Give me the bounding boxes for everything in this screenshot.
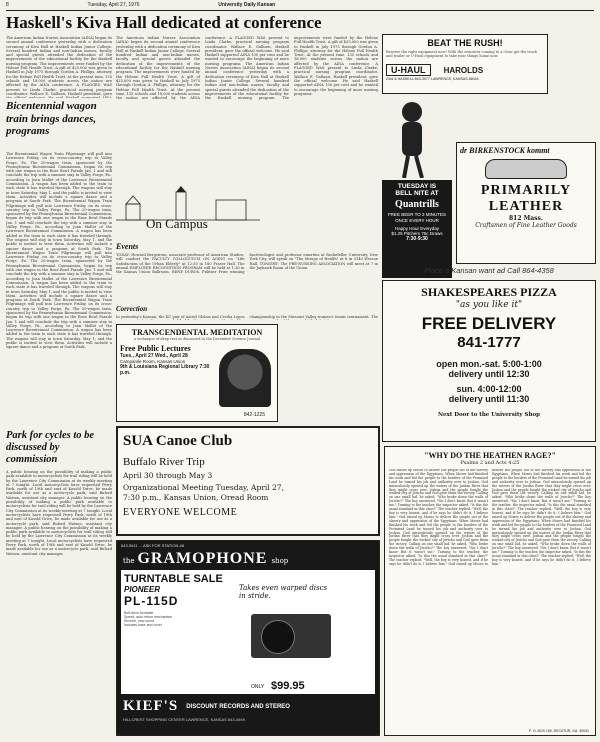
- beat-rush-ad: [382, 34, 548, 94]
- pizza-name: SHAKESPEARES PIZZA: [421, 285, 557, 299]
- kiva-article-body: The American Indian Nurses Association (AINA) began its second annual conference yesterday with a dedication ceremony of Kiva Hall at Haskell Indian Junior College. Several hundred Indian and non-Indian nurses, faculty and special guests attended the dedication of the improvements of the educational facility for the Haskell nursing program. The improvements were funded by the Helene Full Health Trust. A gift of $25,000 was given to Haskell in July 1975 through Gordon A. Phillips, attorney for the Helene Full Health Trust. At the present time, 135 schools and 18,000 students across the nation are affected by the AINA conference. A FLAGGED WAS present to Linda Clarke, practical nursing program coordinator. Wallace E. Galluzzi, Haskell president, gave: [6, 36, 112, 96]
- pioneer-model: PL-115D: [124, 594, 179, 608]
- harolds-address: 23rd & HASKELL 843-3977 LAWRENCE, KANSAS 66044: [386, 77, 479, 81]
- gramophone-name: GRAMOPHONE: [137, 550, 268, 567]
- kiefs-address: HILLCREST SHOPPING CENTER LAWRENCE, KANSAS 843-4949: [123, 717, 245, 722]
- pizza-delivery1: delivery until 12:30: [448, 369, 530, 379]
- canoe-title: SUA Canoe Club: [123, 433, 233, 449]
- page-header: [6, 0, 594, 11]
- turntable-sale: TURNTABLE SALE: [124, 573, 223, 585]
- tm-portrait-icon: [219, 349, 271, 407]
- quantrills-line4: Happy Hour Everyday: [394, 226, 440, 231]
- events-title: Events: [116, 242, 139, 251]
- classified-ad: Place a Kansan want ad Call 864-4358: [424, 266, 554, 275]
- pizza-ad: [382, 280, 596, 442]
- birkenstock-tag: Craftsmen of Fine Leather Goods: [475, 222, 577, 229]
- tm-lectures: Free Public Lectures: [120, 344, 191, 353]
- park-article-body: A public hearing on the possibility of making a public park available to motorcyclists for trail riding will be held by the Lawrence City Commission at its weekly meeting at 7 tonight. Local motorcyclists have requested Perry Park, north of 19th and east of Kasold Drive, be made available for use as a motorcycle park, said Buford Watson, assistant city manager. A public hearing on the possibility of making a public park available to motorcyclists for trail riding will be held by the Lawrence City Commission at its weekly meeting at 7 tonight. Local motorcyclists have requested Perry Park, north of 19th and east of Kasold Drive, be made available for use as a motorcycle park, said Buford Watson, assistant city manager. A public hearing on the possibility of making a public park available to motorcyclists for trail riding will be held by the Lawrence City Commission at its weekly meeting at 7 tonight. Local motorcyclists have requested Perry Park, north of 19th and east of Kasold Drive, be made available for use as a motorcycle park, said Buford Watson, assistant city manager.: [6, 470, 112, 556]
- pioneer-tagline: Takes even warped discs in stride.: [239, 584, 328, 600]
- birkenstock-tagline2: LEATHER: [488, 199, 564, 214]
- birkenstock-ad: [456, 142, 596, 264]
- pioneer-brand: PIONEER: [124, 585, 161, 594]
- canoe-meeting: Organizational Meeting Tuesday, April 27, 7:30 p.m., Kansas Union, Oread Room: [123, 483, 284, 502]
- turntable-price: $99.95: [271, 680, 305, 692]
- quantrills-line2: BELL NITE AT: [395, 190, 439, 197]
- page-date: Tuesday, April 27, 1976: [87, 2, 140, 8]
- kiva-headline: Haskell's Kiva Hall dedicated at conference: [6, 13, 322, 32]
- gramophone-ad: [116, 540, 380, 736]
- kiva-article-body-cont: The American Indian Nurses Association (AINA) began its second annual conference yesterday with a dedication ceremony of Kiva Hall at Haskell Indian Junior College. Several hundred Indian and non-Indian nurses, faculty and special guests attended the dedication of the improvements of the educational facility for the Haskell nursing program. The improvements were funded by the Helene Full Health Trust. A gift of $25,000 was given to Haskell in July 1975 through Gordon A. Phillips, attorney for the Helene Full Health Trust. At the present time, 135 schools and 18,000 students across the nation are affected by the AINA conference. A FLAGGED WAS present to Linda Clarke, practical nursing program coordinator. Wallace E. Galluzzi, Haskell president, gave the official welcome. He said Haskell supported AINA 100 per cent and he wanted to encourage the beginning of more nursing programs. The American Indian Nurses Association (AINA) began its second annual conference yesterday with a dedication ceremony of Kiva Hall at Haskell Indian Junior College. Several hundred Indian and non-Indian nurses, faculty and special guests attended the dedication of the improvements of the educational facility for the Haskell nursing program. The improvements were funded by the Helene Full Health Trust. A gift of $25,000 was given to Haskell in July 1975 through Gordon A. Phillips, attorney for the Helene Full Health Trust. At the present time, 135 schools and 18,000 students across the nation are affected by the AINA conference. A FLAGGED WAS present to Linda Clarke, practical nursing program coordinator. Wallace E. Galluzzi, Haskell president, gave the official welcome. He said Haskell supported AINA 100 per cent and he wanted to encourage the beginning of more nursing programs.: [116, 36, 378, 101]
- on-campus-banner: [116, 186, 260, 232]
- kiefs-sub: DISCOUNT RECORDS AND STEREO: [186, 703, 290, 710]
- canoe-trip: Buffalo River Trip: [123, 456, 205, 468]
- quantrills-name: Quantrills: [395, 199, 439, 210]
- birkenstock-address: 812 Mass.: [509, 215, 543, 222]
- wagon-article-body: The Bicentennial Wagon Train Pilgrimage will pull into Lawrence Friday, on its cross-country trip to Valley Forge, Pa. The 20-wagon train, sponsored by the Pennsylvania Bicentennial Commission, began its trip with one wagon in the Rose Bowl Parade Jan. 1 and will conclude the trip with a summer stay in Valley Forge, Pa., according to Joan Mallet of the Lawrence Bicentennial Commission. A wagon has been added to the train to each state it has traveled through. The wagons will stay in town Saturday, May 1, and the public is invited to view them. Activities will include a square dance and a program at South Park. The Bicentennial Wagon Train Pilgrimage will pull into Lawrence Friday, on its cross-country trip to Valley Forge, Pa. The 20-wagon train, sponsored by the Pennsylvania Bicentennial Commission, began its trip with one wagon in the Rose Bowl Parade Jan. 1 and will conclude the trip with a summer stay in Valley Forge, Pa., according to Joan Mallet of the Lawrence Bicentennial Commission. A wagon has been added to the train to each state it has traveled through. The wagons will stay in town Saturday, May 1, and the public is invited to view them. Activities will include a square dance and a program at South Park. The Bicentennial Wagon Train Pilgrimage will pull into Lawrence Friday, on its cross-country trip to Valley Forge, Pa. The 20-wagon train, sponsored by the Pennsylvania Bicentennial Commission, began its trip with one wagon in the Rose Bowl Parade Jan. 1 and will conclude the trip with a summer stay in Valley Forge, Pa., according to Joan Mallet of the Lawrence Bicentennial Commission. A wagon has been added to the train to each state it has traveled through. The wagons will stay in town Saturday, May 1, and the public is invited to view them. Activities will include a square dance and a program at South Park. The Bicentennial Wagon Train Pilgrimage will pull into Lawrence Friday, on its cross-country trip to Valley Forge, Pa. The 20-wagon train, sponsored by the Pennsylvania Bicentennial Commission, began its trip with one wagon in the Rose Bowl Parade Jan. 1 and will conclude the trip with a summer stay in Valley Forge, Pa., according to Joan Mallet of the Lawrence Bicentennial Commission. A wagon has been added to the train to each state it has traveled through. The wagons will stay in town Saturday, May 1, and the public is invited to view them. Activities will include a square dance and a program at South Park.: [6, 152, 112, 350]
- park-headline: Park for cycles to be discussed by commission: [6, 430, 95, 465]
- correction-section: [116, 296, 378, 320]
- events-section: [116, 234, 378, 294]
- turntable-features: Belt-drive turntable Speed, auto-return mechanism Smooth, new wood Includes base and cover: [124, 611, 173, 627]
- pizza-free-delivery: FREE DELIVERY: [421, 314, 557, 333]
- beat-rush-title: BEAT THE RUSH!: [427, 38, 503, 48]
- page-number: 8: [6, 2, 9, 8]
- turntable-price-label: ONLY: [251, 684, 265, 690]
- heathen-ad: [384, 446, 596, 736]
- gramophone-shop: shop: [271, 557, 289, 565]
- quantrills-line1: TUESDAY IS: [397, 183, 437, 190]
- birkenstock-tagline1: PRIMARILY: [480, 183, 572, 198]
- wagon-headline: Bicentennial wagon train brings dances, programs: [6, 100, 97, 137]
- correction-title: Correction: [116, 305, 148, 313]
- paper-name: University Daily Kansan: [218, 2, 276, 8]
- beat-rush-text: Reserve the right equipment now! With the semester coming to a close get the truck and trailer or U-Haul equipment to take your things home now.: [386, 50, 537, 58]
- turntable-icon: [251, 614, 331, 658]
- canoe-dates: April 30 through May 3: [123, 471, 213, 480]
- pizza-slogan: "as you like it": [455, 300, 523, 310]
- pizza-sun: sun. 4:00-12:00: [456, 384, 522, 394]
- quantrills-line3: FREE BEER TO 3 MINUTES ONCE EVERY HOUR: [387, 212, 447, 223]
- sandal-icon: [485, 159, 567, 179]
- heathen-body: God raised up Moses to deliver His people out of the slavery and oppression of the Egyptians. When Moses had finished his work and led the people to the borders of the Promised Land he turned his job and authority over to Joshua. God miraculously opened up the waters of the Jordan River that they might cross over. Joshua and the people fought the wicked city of Jericho and God gave them the victory. Calling on one small lad, he asked, "Who broke down the walls of Jericho?" The boy answered, "Sir, I don't know. But it wasn't me." Turning to the teacher, the inspector asked, "Is this the usual standard in this class?" The teacher replied, "Well, the boy is very honest, and if he says he didn't do it, I believe him." God raised up Moses to deliver His people out of the slavery and oppression of the Egyptians. When Moses had finished his work and led the people to the borders of the Promised Land he turned his job and authority over to Joshua. God miraculously opened up the waters of the Jordan River that they might cross over. Joshua and the people fought the wicked city of Jericho and God gave them the victory. Calling on one small lad, he asked, "Who broke down the walls of Jericho?" The boy answered, "Sir, I don't know. But it wasn't me." Turning to the teacher, the inspector asked, "Is this the usual standard in this class?" The teacher replied, "Well, the boy is very honest, and if he says he didn't do it, I believe him." God raised up Moses to deliver His people out of the slavery and oppression of the Egyptians. When Moses had finished his work and led the people to the borders of the Promised Land he turned his job and authority over to Joshua. God miraculously opened up the waters of the Jordan River that they might cross over. Joshua and the people fought the wicked city of Jericho and God gave them the victory. Calling on one small lad, he asked, "Who broke down the walls of Jericho?" The boy answered, "Sir, I don't know. But it wasn't me." Turning to the teacher, the inspector asked, "Is this the usual standard in this class?" The teacher replied, "Well, the boy is very honest, and if he says he didn't do it, I believe him." God raised up Moses to deliver His people out of the slavery and oppression of the Egyptians. When Moses had finished his work and led the people to the borders of the Promised Land he turned his job and authority over to Joshua. God miraculously opened up the waters of the Jordan River that they might cross over. Joshua and the people fought the wicked city of Jericho and God gave them the victory. Calling on one small lad, he asked, "Who broke down the walls of Jericho?" The boy answered, "Sir, I don't know. But it wasn't me." Turning to the teacher, the inspector asked, "Is this the usual standard in this class?" The teacher replied, "Well, the boy is very honest, and if he says he didn't do it, I believe him.": [389, 469, 591, 566]
- tm-place2: 9th & Louisiana Regional Library 7:30 p.m.: [120, 364, 210, 376]
- pizza-location: Next Door to the University Shop: [437, 412, 541, 418]
- kiefs-name: KIEF'S: [123, 698, 179, 714]
- canoe-welcome: EVERYONE WELCOME: [123, 507, 238, 518]
- quantrills-line5: $1.25 Pitchers 75c Draws: [391, 231, 443, 236]
- heathen-footer: P. O. BOX 155, DECATUR, GA. 30031: [529, 729, 589, 733]
- events-body: TODAY: Howard Bergstrom, associate professor of American Studies, will conduct the FACULTY COLLOQUIUM ON AGING on "Life Satisfaction of the Urban Elderly" at 12:30 in 180 Fraser Hall. The annual EMPLOYEE RECOGNITION PROGRAM will be held at 1:30 in the Kansas Union Ballroom. RENE DUBOS, Pulitzer Prize winning bacteriologist and professor emeritus at Rockefeller University, New York City, will speak on "The Mirage of Health" at 8 in 3140 Wescoe Hall. TONIGHT: The PRE-NURSING ASSOCIATION will meet at 7 in the Jayhawk Room of the Union.: [116, 253, 378, 275]
- quantrills-ad: [382, 180, 452, 278]
- uhaul-logo: U-HAUL: [386, 64, 431, 76]
- tm-ad: [116, 324, 278, 422]
- on-campus-title: On Campus: [146, 216, 208, 231]
- pizza-delivery2: delivery until 11:30: [448, 394, 530, 404]
- correction-body: In yesterday's Kansan, the KU pair of Astrid Globus and Cecilia Lopez championship in the Missouri Valley women's tennis tournament. The: [116, 315, 378, 319]
- canoe-ad: [116, 426, 380, 536]
- heathen-verse: Psalms 2 and Acts 4:25: [460, 460, 520, 466]
- gramophone-the: the: [123, 557, 135, 565]
- tm-place1: Campanile Room, Kansas Union: [120, 359, 186, 364]
- tm-subtitle: a technique of deep rest as discussed in the December Science Journal: [133, 337, 261, 341]
- birkenstock-brand: dr BIRKENSTOCK kommt: [460, 146, 550, 155]
- gramophone-address: 843-5611 ... ASK FOR STATION #8: [121, 543, 184, 548]
- tm-title: TRANSCENDENTAL MEDITATION: [131, 328, 263, 337]
- tm-phone: 842-1225: [243, 412, 265, 418]
- pizza-phone: 841-1777: [457, 334, 521, 351]
- harolds-name: HAROLDS: [443, 66, 484, 75]
- person-illustration-icon: [388, 96, 448, 178]
- pizza-open: open mon.-sat. 5:00-1:00: [436, 359, 542, 369]
- heathen-title: "WHY DO THE HEATHEN RAGE?": [424, 451, 556, 460]
- quantrills-time: 7:30-9:30: [406, 236, 428, 242]
- tm-dates: Tues., April 27 Wed., April 28: [120, 353, 188, 359]
